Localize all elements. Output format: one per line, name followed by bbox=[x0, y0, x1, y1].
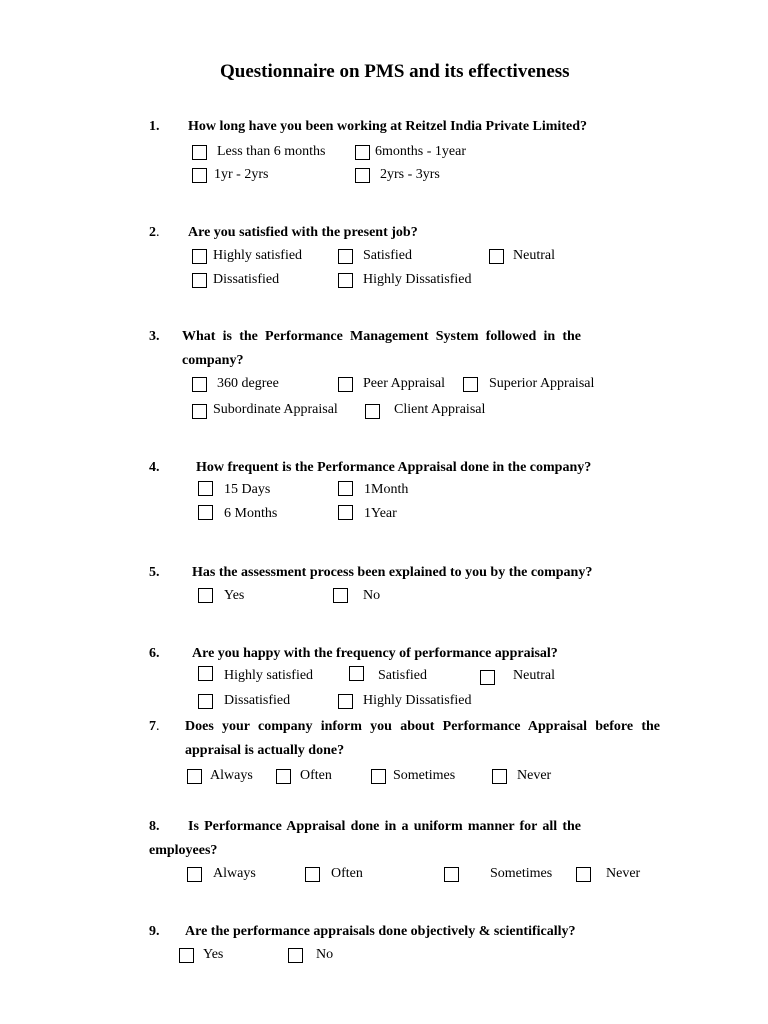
question-text-line2: company? bbox=[182, 353, 244, 368]
option-label: 15 Days bbox=[224, 482, 271, 497]
checkbox[interactable] bbox=[192, 377, 207, 392]
checkbox[interactable] bbox=[192, 249, 207, 264]
checkbox[interactable] bbox=[187, 769, 202, 784]
checkbox[interactable] bbox=[192, 145, 207, 160]
option-label: Sometimes bbox=[393, 768, 456, 783]
question-text: How frequent is the Performance Appraisal done in the company? bbox=[196, 460, 592, 475]
question-number: 4. bbox=[149, 460, 160, 475]
option-label: Neutral bbox=[513, 248, 555, 263]
checkbox[interactable] bbox=[463, 377, 478, 392]
checkbox[interactable] bbox=[492, 769, 507, 784]
checkbox[interactable] bbox=[371, 769, 386, 784]
option-label: Yes bbox=[224, 588, 245, 603]
checkbox[interactable] bbox=[187, 867, 202, 882]
option-label: Highly Dissatisfied bbox=[363, 693, 472, 708]
question-number: 6. bbox=[149, 646, 160, 661]
question-text-line1: Is Performance Appraisal done in a uniform manner for all the bbox=[188, 819, 581, 834]
checkbox[interactable] bbox=[338, 249, 353, 264]
option-label: 1Year bbox=[364, 506, 397, 521]
question-text-line2: appraisal is actually done? bbox=[185, 743, 345, 758]
option-label: Highly satisfied bbox=[224, 668, 314, 683]
question-number: 7. bbox=[149, 719, 160, 734]
checkbox[interactable] bbox=[480, 670, 495, 685]
checkbox[interactable] bbox=[365, 404, 380, 419]
option-label: Subordinate Appraisal bbox=[213, 402, 338, 417]
option-label: Often bbox=[300, 768, 332, 783]
option-label: 1Month bbox=[364, 482, 409, 497]
question-text: Are the performance appraisals done objectively & scientifically? bbox=[185, 924, 576, 939]
option-label: Never bbox=[517, 768, 552, 783]
checkbox[interactable] bbox=[576, 867, 591, 882]
option-label: Dissatisfied bbox=[224, 693, 291, 708]
checkbox[interactable] bbox=[276, 769, 291, 784]
question-text-line1: What is the Performance Management System followed in the bbox=[182, 329, 581, 344]
option-label: 6 Months bbox=[224, 506, 278, 521]
option-label: 1yr - 2yrs bbox=[214, 167, 269, 182]
checkbox[interactable] bbox=[349, 666, 364, 681]
option-label: Yes bbox=[203, 947, 224, 962]
question-text: Are you happy with the frequency of performance appraisal? bbox=[192, 646, 558, 661]
option-label: Often bbox=[331, 866, 363, 881]
option-label: No bbox=[316, 947, 334, 962]
question-number: 3. bbox=[149, 329, 160, 344]
option-label: Satisfied bbox=[378, 668, 427, 683]
checkbox[interactable] bbox=[489, 249, 504, 264]
question-number: 1. bbox=[149, 119, 160, 134]
question-number: 9. bbox=[149, 924, 160, 939]
option-label: Satisfied bbox=[363, 248, 412, 263]
option-label: 6months - 1year bbox=[375, 144, 466, 159]
checkbox[interactable] bbox=[192, 404, 207, 419]
option-label: Always bbox=[213, 866, 256, 881]
checkbox[interactable] bbox=[338, 377, 353, 392]
option-label: Peer Appraisal bbox=[363, 376, 446, 391]
question-number: 5. bbox=[149, 565, 160, 580]
checkbox[interactable] bbox=[198, 588, 213, 603]
checkbox[interactable] bbox=[444, 867, 459, 882]
checkbox[interactable] bbox=[198, 694, 213, 709]
option-label: Never bbox=[606, 866, 641, 881]
option-label: 2yrs - 3yrs bbox=[380, 167, 440, 182]
question-number: 8. bbox=[149, 819, 160, 834]
checkbox[interactable] bbox=[198, 505, 213, 520]
checkbox[interactable] bbox=[338, 273, 353, 288]
page-title: Questionnaire on PMS and its effectiveness bbox=[220, 61, 570, 82]
checkbox[interactable] bbox=[198, 666, 213, 681]
checkbox[interactable] bbox=[338, 505, 353, 520]
option-label: Dissatisfied bbox=[213, 272, 280, 287]
question-text-line1: Does your company inform you about Performance Appraisal before the bbox=[185, 719, 660, 734]
checkbox[interactable] bbox=[305, 867, 320, 882]
option-label: Neutral bbox=[513, 668, 555, 683]
option-label: 360 degree bbox=[217, 376, 279, 391]
checkbox[interactable] bbox=[355, 145, 370, 160]
checkbox[interactable] bbox=[338, 694, 353, 709]
checkbox[interactable] bbox=[355, 168, 370, 183]
option-label: Superior Appraisal bbox=[489, 376, 595, 391]
question-text: Has the assessment process been explained to you by the company? bbox=[192, 565, 593, 580]
option-label: Highly Dissatisfied bbox=[363, 272, 472, 287]
question-number: 2. bbox=[149, 225, 160, 240]
option-label: Client Appraisal bbox=[394, 402, 486, 417]
option-label: Highly satisfied bbox=[213, 248, 303, 263]
checkbox[interactable] bbox=[198, 481, 213, 496]
checkbox[interactable] bbox=[338, 481, 353, 496]
checkbox[interactable] bbox=[192, 168, 207, 183]
option-label: Less than 6 months bbox=[217, 144, 326, 159]
checkbox[interactable] bbox=[192, 273, 207, 288]
question-text: How long have you been working at Reitzel India Private Limited? bbox=[188, 119, 587, 134]
option-label: Always bbox=[210, 768, 253, 783]
checkbox[interactable] bbox=[288, 948, 303, 963]
checkbox[interactable] bbox=[179, 948, 194, 963]
option-label: Sometimes bbox=[490, 866, 553, 881]
question-text: Are you satisfied with the present job? bbox=[188, 225, 418, 240]
checkbox[interactable] bbox=[333, 588, 348, 603]
question-text-line2: employees? bbox=[149, 843, 218, 858]
option-label: No bbox=[363, 588, 381, 603]
